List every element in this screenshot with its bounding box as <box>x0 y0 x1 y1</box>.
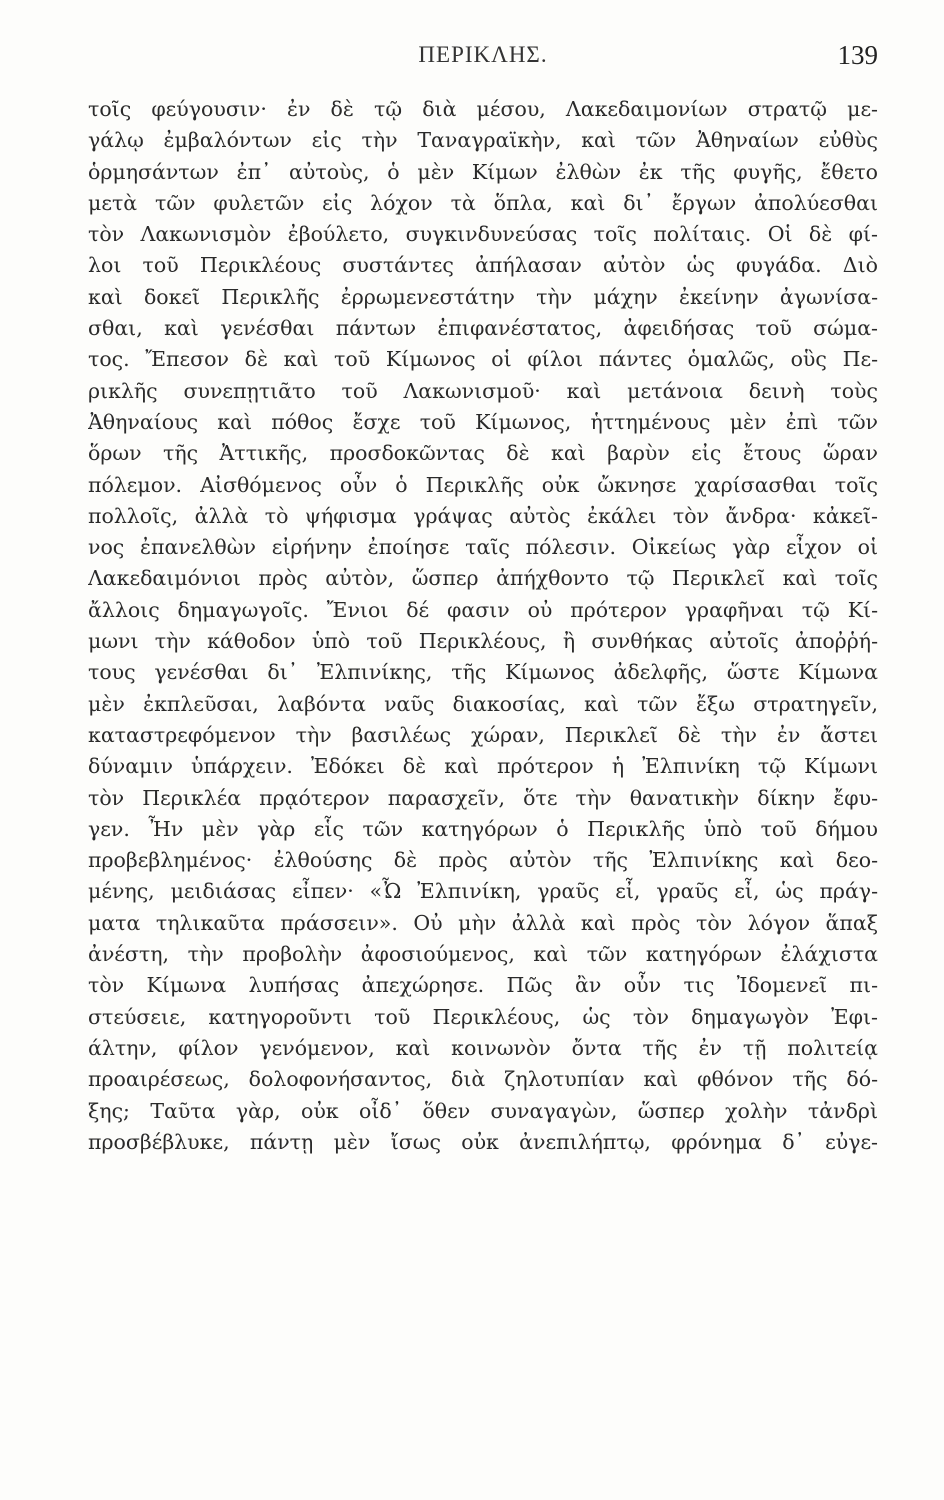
text-line: προσβέβλυκε, πάντῃ μὲν ἴσως οὐκ ἀνεπιλήπτῳ, φρόνημα δ᾽ εὐγε- <box>88 1129 878 1154</box>
text-line: άλτην, φίλον γενόμενον, καὶ κοινωνὸν ὄντα τῆς ἐν τῇ πολιτείᾳ <box>88 1035 878 1060</box>
text-line: μὲν ἐκπλεῦσαι, λαβόντα ναῦς διακοσίας, καὶ τῶν ἔξω στρατηγεῖν, <box>88 691 878 716</box>
text-line <box>88 1346 878 1377</box>
text-line: στεύσειε, κατηγοροῦντι τοῦ Περικλέους, ὡς τὸν δημαγωγὸν Ἐφι- <box>88 1004 878 1029</box>
text-line: γάλῳ ἐμβαλόντων εἰς τὴν Ταναγραϊκὴν, καὶ τῶν Ἀθηναίων εὐθὺς <box>88 128 878 153</box>
text-line: Ἀθηναίους καὶ πόθος ἔσχε τοῦ Κίμωνος, ἡττημένους μὲν ἐπὶ τῶν <box>88 409 878 434</box>
page-header <box>88 40 878 80</box>
text-line: ξης; Ταῦτα γὰρ, οὐκ οἶδ᾽ ὅθεν συναγαγὼν, ὥσπερ χολὴν τἀνδρὶ <box>88 1098 878 1123</box>
text-line: μετὰ τῶν φυλετῶν εἰς λόχον τὰ ὅπλα, καὶ δι᾽ ἔργων ἀπολύεσθαι <box>88 190 878 215</box>
text-line <box>88 1283 878 1314</box>
text-line: προαιρέσεως, δολοφονήσαντος, διὰ ζηλοτυπίαν καὶ φθόνον τῆς δό- <box>88 1067 878 1092</box>
text-line <box>88 1158 878 1189</box>
body-text <box>88 94 878 1408</box>
text-line: ἀνέστη, τὴν προβολὴν ἀφοσιούμενος, καὶ τῶν κατηγόρων ἐλάχιστα <box>88 942 878 967</box>
text-line <box>88 1377 878 1408</box>
text-line: λοι τοῦ Περικλέους συστάντες ἀπήλασαν αὐτὸν ὡς φυγάδα. Διὸ <box>88 253 878 278</box>
text-line: γεν. Ἦν μὲν γὰρ εἷς τῶν κατηγόρων ὁ Περικλῆς ὑπὸ τοῦ δήμου <box>88 816 878 841</box>
text-line: ὁρμησάντων ἐπ᾽ αὐτοὺς, ὁ μὲν Κίμων ἐλθὼν ἐκ τῆς φυγῆς, ἔθετο <box>88 159 878 184</box>
text-line: ματα τηλικαῦτα πράσσειν». Οὐ μὴν ἀλλὰ καὶ πρὸς τὸν λόγον ἅπαξ <box>88 910 878 935</box>
text-line: τος. Ἔπεσον δὲ καὶ τοῦ Κίμωνος οἱ φίλοι πάντες ὁμαλῶς, οὓς Πε- <box>88 347 878 372</box>
text-line: προβεβλημένος· ἐλθούσης δὲ πρὸς αὐτὸν τῆς Ἐλπινίκης καὶ δεο- <box>88 848 878 873</box>
text-line: νος ἐπανελθὼν εἰρήνην ἐποίησε ταῖς πόλεσιν. Οἰκείως γὰρ εἶχον οἱ <box>88 535 878 560</box>
text-line: μωνι τὴν κάθοδον ὑπὸ τοῦ Περικλέους, ἢ συνθήκας αὐτοῖς ἀποῤῥή- <box>88 629 878 654</box>
text-line: σθαι, καὶ γενέσθαι πάντων ἐπιφανέστατος, ἀφειδήσας τοῦ σώμα- <box>88 316 878 341</box>
text-line <box>88 1189 878 1220</box>
text-line: ρικλῆς συνεπῃτιᾶτο τοῦ Λακωνισμοῦ· καὶ μετάνοια δεινὴ τοὺς <box>88 378 878 403</box>
text-line: τὸν Λακωνισμὸν ἐβούλετο, συγκινδυνεύσας τοῖς πολίταις. Οἱ δὲ φί- <box>88 222 878 247</box>
text-line: μένης, μειδιάσας εἶπεν· «Ὦ Ἐλπινίκη, γραῦς εἶ, γραῦς εἶ, ὡς πράγ- <box>88 879 878 904</box>
text-line: τὸν Κίμωνα λυπήσας ἀπεχώρησε. Πῶς ἂν οὖν τις Ἰδομενεῖ πι- <box>88 973 878 998</box>
text-line: ἄλλοις δημαγωγοῖς. Ἔνιοι δέ φασιν οὐ πρότερον γραφῆναι τῷ Κί- <box>88 597 878 622</box>
text-line: τους γενέσθαι δι᾽ Ἐλπινίκης, τῆς Κίμωνος ἀδελφῆς, ὥστε Κίμωνα <box>88 660 878 685</box>
text-line: τὸν Περικλέα πρᾳότερον παρασχεῖν, ὅτε τὴν θανατικὴν δίκην ἔφυ- <box>88 785 878 810</box>
text-line <box>88 1221 878 1252</box>
running-title: ΠΕΡΙΚΛΗΣ. <box>418 42 548 67</box>
text-line: δύναμιν ὑπάρχειν. Ἐδόκει δὲ καὶ πρότερον ἡ Ἐλπινίκη τῷ Κίμωνι <box>88 754 878 779</box>
text-line <box>88 1252 878 1283</box>
text-line: καὶ δοκεῖ Περικλῆς ἐρρωμενεστάτην τὴν μάχην ἐκείνην ἀγωνίσα- <box>88 284 878 309</box>
text-line: Λακεδαιμόνιοι πρὸς αὐτὸν, ὥσπερ ἀπήχθοντο τῷ Περικλεῖ καὶ τοῖς <box>88 566 878 591</box>
text-line <box>88 1315 878 1346</box>
text-line: καταστρεφόμενον τὴν βασιλέως χώραν, Περικλεῖ δὲ τὴν ἐν ἄστει <box>88 722 878 747</box>
text-line: τοῖς φεύγουσιν· ἐν δὲ τῷ διὰ μέσου, Λακεδαιμονίων στρατῷ με- <box>88 97 878 121</box>
page-number: 139 <box>837 40 878 70</box>
text-line: ὅρων τῆς Ἀττικῆς, προσδοκῶντας δὲ καὶ βαρὺν εἰς ἔτους ὥραν <box>88 441 878 466</box>
text-line: πολλοῖς, ἀλλὰ τὸ ψήφισμα γράψας αὐτὸς ἐκάλει τὸν ἄνδρα· κἀκεῖ- <box>88 503 878 528</box>
text-line: πόλεμον. Αἰσθόμενος οὖν ὁ Περικλῆς οὐκ ὤκνησε χαρίσασθαι τοῖς <box>88 472 878 497</box>
